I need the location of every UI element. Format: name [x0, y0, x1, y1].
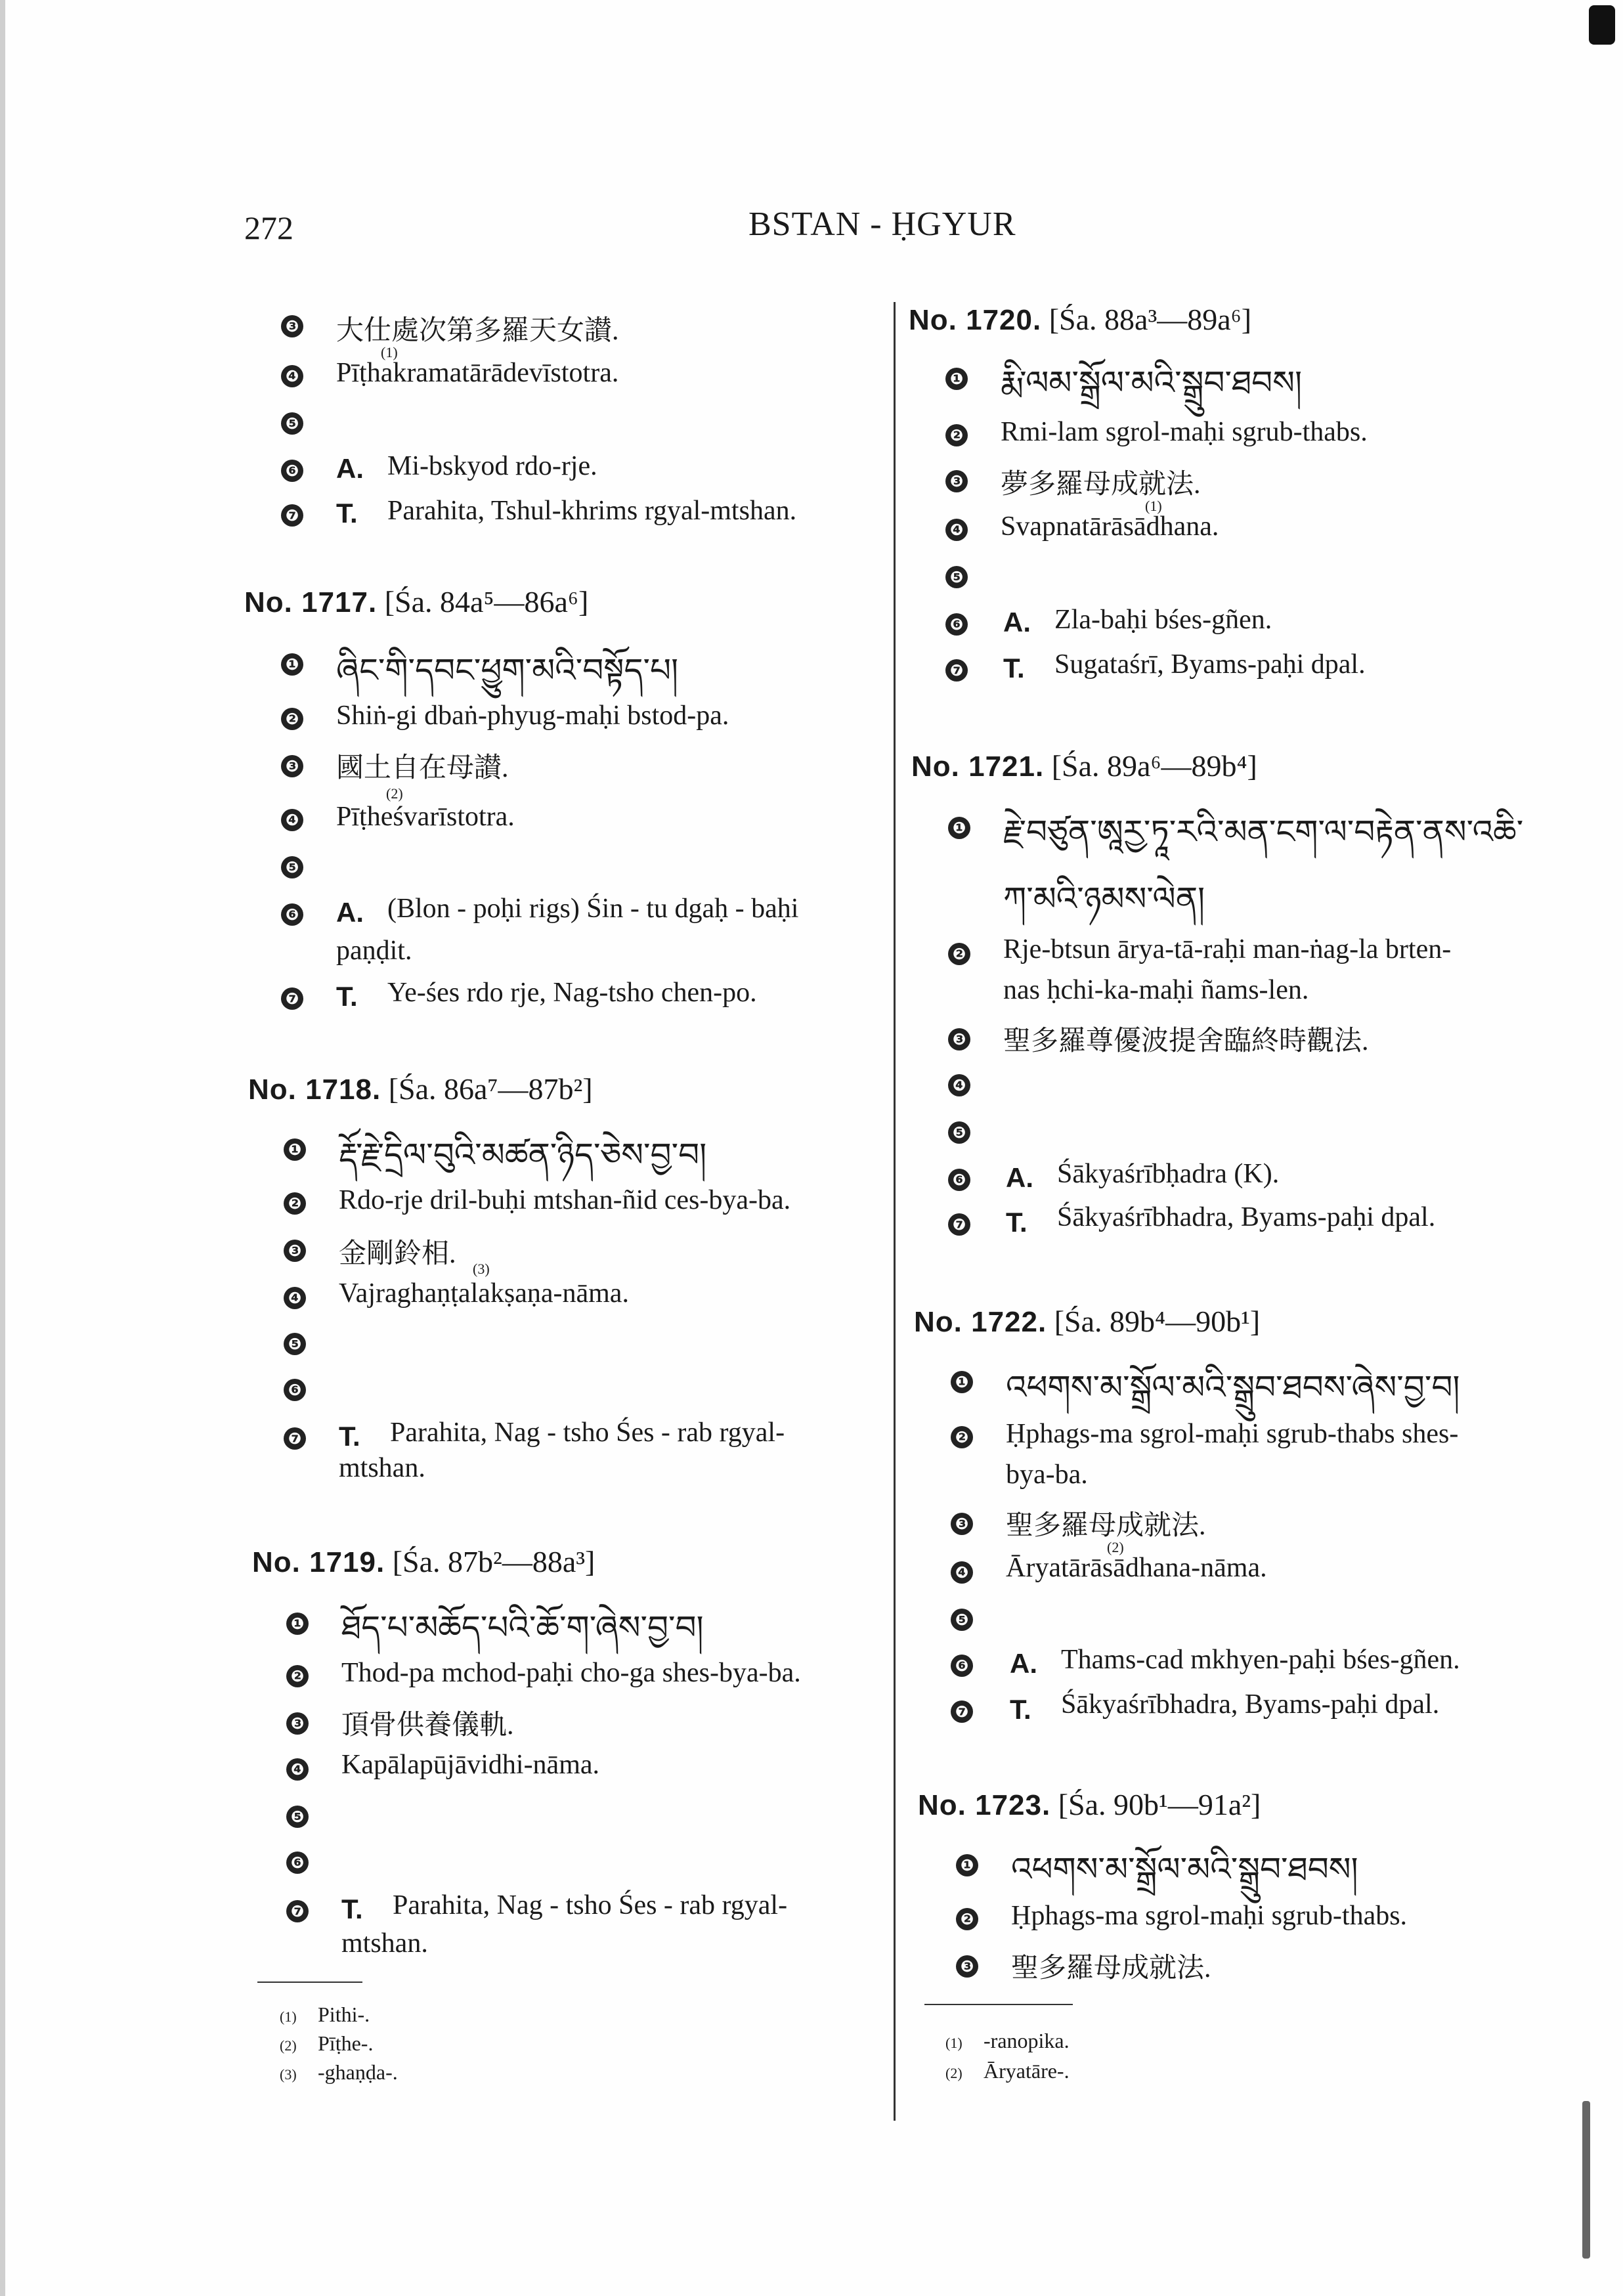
- tibetan-title: རྡོ་རྗེ་དྲིལ་བུའི་མཚན་ཉིད་ཅེས་བྱ་བ།: [339, 1136, 707, 1174]
- translator-text: Parahita, Nag - tsho Śes - rab rgyal-: [393, 1890, 788, 1920]
- marker-3: ❸: [281, 315, 303, 337]
- transliteration-cont: bya-ba.: [1006, 1460, 1088, 1490]
- note-marker: (2): [1107, 1539, 1124, 1555]
- folio-ref: [Śa. 88a³—89a⁶]: [1049, 303, 1252, 336]
- author-label: A.: [336, 897, 364, 928]
- footnote: [280, 2031, 373, 2056]
- tibetan-title: ཞིང་གི་དབང་ཕྱུག་མའི་བསྟོད་པ།: [336, 651, 679, 689]
- marker-3: ❸: [951, 1513, 973, 1535]
- marker-6: ❻: [286, 1852, 309, 1874]
- marker-2: ❷: [951, 1426, 973, 1448]
- note-marker: (1): [1145, 498, 1162, 514]
- marker-7: ❼: [945, 659, 968, 682]
- marker-5: ❺: [286, 1806, 309, 1828]
- marker-7: ❼: [286, 1900, 309, 1922]
- author-text: Śākyaśrībḥadra (K).: [1057, 1159, 1280, 1189]
- running-title: BSTAN - ḤGYUR: [748, 206, 1016, 243]
- tibetan-title: རྨི་ལམ་སྒྲོལ་མའི་སྒྲུབ་ཐབས།: [1001, 364, 1303, 402]
- author-label: A.: [336, 453, 364, 484]
- marker-1: ❶: [945, 368, 968, 390]
- sanskrit-title: Svapnatārāsādhana.: [1001, 511, 1219, 542]
- entry-heading-1720: [909, 302, 1251, 337]
- marker-1: ❶: [281, 653, 303, 676]
- marker-5: ❺: [945, 566, 968, 588]
- marker-1: ❶: [286, 1613, 309, 1635]
- marker-1: ❶: [956, 1854, 978, 1876]
- translator-text: Parahita, Nag - tsho Śes - rab rgyal-: [390, 1418, 785, 1448]
- footnote-text: -ghaṇḍa-.: [318, 2060, 398, 2084]
- marker-7: ❼: [948, 1213, 970, 1236]
- translator-label: T.: [1010, 1694, 1031, 1725]
- tibetan-title: འཕགས་མ་སྒྲོལ་མའི་སྒྲུབ་ཐབས་ཞེས་བྱ་བ།: [1006, 1368, 1460, 1406]
- entry-number: No. 1720.: [909, 304, 1042, 336]
- marker-7: ❼: [281, 504, 303, 527]
- footnote-mark: (3): [280, 2066, 297, 2083]
- entry-number: No. 1722.: [914, 1306, 1047, 1338]
- marker-5: ❺: [948, 1121, 970, 1144]
- marker-4: ❹: [948, 1074, 970, 1096]
- page-number: 272: [244, 209, 293, 246]
- entry-number: No. 1719.: [252, 1546, 385, 1578]
- scan-mark: [1582, 2101, 1590, 2259]
- sanskrit-title: Pīṭheśvarīstotra.: [336, 802, 515, 832]
- footnote-mark: (1): [945, 2035, 963, 2051]
- translator-label: T.: [339, 1421, 360, 1452]
- footnote-text: Pithi-.: [318, 2003, 370, 2026]
- footnote: [945, 2059, 1070, 2083]
- entry-number: No. 1717.: [244, 586, 378, 618]
- note-marker: (1): [381, 344, 398, 360]
- author-text: Thams-cad mkhyen-paḥi bśes-gñen.: [1061, 1645, 1460, 1675]
- footnote: [280, 2060, 398, 2085]
- footnote: [280, 2003, 370, 2027]
- marker-3: ❸: [281, 755, 303, 777]
- entry-heading-1722: [914, 1304, 1260, 1339]
- marker-4: ❹: [281, 365, 303, 387]
- marker-4: ❹: [945, 519, 968, 541]
- footnote-mark: (2): [280, 2037, 297, 2054]
- marker-4: ❹: [951, 1561, 973, 1584]
- marker-3: ❸: [284, 1240, 306, 1262]
- tibetan-title: རྗེ་བཙུན་ཨཱརྱ་ཏཱ་རའི་མན་ངག་ལ་བརྟེན་ནས་འཆི་: [1003, 813, 1524, 851]
- author-label: A.: [1010, 1648, 1037, 1679]
- chinese-title: 頂骨供養儀軌.: [341, 1710, 514, 1741]
- author-text: Mi-bskyod rdo-rje.: [387, 451, 597, 481]
- author-text-cont: paṇḍit.: [336, 936, 412, 966]
- folio-ref: [Śa. 86a⁷—87b²]: [388, 1072, 593, 1106]
- sanskrit-title: Vajraghaṇṭalakṣaṇa-nāma.: [339, 1278, 629, 1309]
- footnote-mark: (2): [945, 2065, 963, 2081]
- transliteration: Rmi-lam sgrol-maḥi sgrub-thabs.: [1001, 417, 1368, 447]
- column-divider: [894, 302, 896, 2121]
- scan-mark: [1589, 5, 1615, 45]
- transliteration: Shiṅ-gi dbaṅ-phyug-maḥi bstod-pa.: [336, 701, 729, 731]
- folio-ref: [Śa. 84a⁵—86a⁶]: [384, 585, 589, 618]
- marker-3: ❸: [956, 1955, 978, 1978]
- author-text: (Blon - poḥi rigs) Śin - tu dgaḥ - baḥi: [387, 894, 799, 924]
- author-label: A.: [1006, 1162, 1033, 1193]
- footnote-text: -ranopika.: [984, 2029, 1070, 2052]
- marker-5: ❺: [284, 1333, 306, 1355]
- transliteration: Ḥphags-ma sgrol-maḥi sgrub-thabs shes-: [1006, 1419, 1459, 1449]
- footnote-mark: (1): [280, 2008, 297, 2025]
- marker-2: ❷: [956, 1908, 978, 1930]
- sanskrit-title: Kapālapūjāvidhi-nāma.: [341, 1750, 600, 1780]
- footnote-rule: [257, 1982, 362, 1983]
- marker-2: ❷: [948, 943, 970, 965]
- marker-1: ❶: [284, 1138, 306, 1161]
- marker-2: ❷: [284, 1192, 306, 1215]
- transliteration: Thod-pa mchod-paḥi cho-ga shes-bya-ba.: [341, 1658, 801, 1688]
- marker-2: ❷: [286, 1665, 309, 1687]
- footnote-text: Pīṭhe-.: [318, 2031, 374, 2055]
- entry-heading-1718: [248, 1072, 593, 1106]
- note-marker: (3): [473, 1261, 490, 1277]
- chinese-title: 夢多羅母成就法.: [1001, 469, 1201, 500]
- tibetan-title-cont: ཀ་མའི་ཉམས་ལེན།: [1003, 880, 1205, 918]
- entry-heading-1723: [918, 1787, 1261, 1822]
- entry-number: No. 1718.: [248, 1073, 381, 1106]
- note-marker: (2): [386, 785, 403, 802]
- translator-text: Śākyaśrībhadra, Byams-paḥi dpal.: [1061, 1689, 1440, 1720]
- marker-5: ❺: [951, 1609, 973, 1631]
- transliteration: Rje-btsun ārya-tā-raḥi man-ṅag-la brten-: [1003, 934, 1452, 964]
- marker-6: ❻: [945, 613, 968, 636]
- marker-6: ❻: [948, 1169, 970, 1191]
- translator-text-cont: mtshan.: [339, 1453, 425, 1483]
- footnote-text: Āryatāre-.: [984, 2059, 1070, 2083]
- transliteration: Rdo-rje dril-buḥi mtshan-ñid ces-bya-ba.: [339, 1185, 791, 1215]
- marker-3: ❸: [945, 470, 968, 492]
- translator-text: Sugataśrī, Byams-paḥi dpal.: [1054, 649, 1366, 680]
- folio-ref: [Śa. 89b⁴—90b¹]: [1054, 1305, 1261, 1338]
- author-label: A.: [1003, 607, 1031, 638]
- author-text: Zla-baḥi bśes-gñen.: [1054, 605, 1272, 635]
- tibetan-title: ཐོད་པ་མཆོད་པའི་ཆོ་ག་ཞེས་བྱ་བ།: [341, 1609, 704, 1647]
- translator-label: T.: [336, 981, 358, 1012]
- translator-text-cont: mtshan.: [341, 1928, 428, 1959]
- folio-ref: [Śa. 90b¹—91a²]: [1058, 1788, 1261, 1821]
- marker-6: ❻: [281, 460, 303, 482]
- scan-edge: [0, 0, 5, 2296]
- marker-4: ❹: [286, 1758, 309, 1781]
- sanskrit-title: Pīṭhakramatārādevīstotra.: [336, 358, 619, 388]
- footnote-rule: [924, 2004, 1073, 2005]
- marker-1: ❶: [948, 817, 970, 839]
- marker-2: ❷: [281, 708, 303, 730]
- entry-number: No. 1723.: [918, 1789, 1051, 1821]
- marker-3: ❸: [286, 1712, 309, 1735]
- chinese-title: 大仕處次第多羅天女讃.: [336, 316, 619, 346]
- marker-2: ❷: [945, 424, 968, 446]
- footnote: [945, 2029, 1070, 2053]
- transliteration-cont: nas ḥchi-ka-maḥi ñams-len.: [1003, 975, 1309, 1005]
- marker-6: ❻: [951, 1655, 973, 1677]
- marker-7: ❼: [951, 1700, 973, 1723]
- chinese-title: 聖多羅母成就法.: [1006, 1511, 1206, 1541]
- marker-5: ❺: [281, 412, 303, 435]
- translator-text: Parahita, Tshul-khrims rgyal-mtshan.: [387, 496, 797, 526]
- translator-label: T.: [341, 1894, 363, 1924]
- tibetan-title: འཕགས་མ་སྒྲོལ་མའི་སྒྲུབ་ཐབས།: [1011, 1850, 1358, 1888]
- marker-6: ❻: [281, 903, 303, 926]
- translator-text: Ye-śes rdo rje, Nag-tsho chen-po.: [387, 978, 757, 1008]
- folio-ref: [Śa. 87b²—88a³]: [392, 1545, 595, 1578]
- marker-3: ❸: [948, 1028, 970, 1051]
- marker-5: ❺: [281, 856, 303, 878]
- translator-label: T.: [1006, 1207, 1028, 1238]
- sanskrit-title: Āryatārāsādhana-nāma.: [1006, 1553, 1267, 1583]
- marker-4: ❹: [281, 809, 303, 831]
- marker-6: ❻: [284, 1379, 306, 1401]
- marker-7: ❼: [281, 987, 303, 1010]
- chinese-title: 國土自在母讃.: [336, 753, 509, 783]
- entry-heading-1721: [911, 748, 1257, 783]
- translator-label: T.: [336, 498, 358, 529]
- chinese-title: 聖多羅尊優波提舍臨終時觀法.: [1003, 1026, 1369, 1056]
- entry-heading-1719: [252, 1544, 595, 1579]
- marker-7: ❼: [284, 1427, 306, 1450]
- chinese-title: 聖多羅母成就法.: [1011, 1953, 1211, 1983]
- marker-1: ❶: [951, 1371, 973, 1393]
- chinese-title: 金剛鈴相.: [339, 1239, 456, 1269]
- translator-text: Śākyaśrībhadra, Byams-paḥi dpal.: [1057, 1202, 1436, 1232]
- entry-number: No. 1721.: [911, 750, 1045, 783]
- transliteration: Ḥphags-ma sgrol-maḥi sgrub-thabs.: [1011, 1901, 1408, 1931]
- marker-4: ❹: [284, 1287, 306, 1309]
- entry-heading-1717: [244, 584, 588, 619]
- folio-ref: [Śa. 89a⁶—89b⁴]: [1051, 749, 1257, 783]
- translator-label: T.: [1003, 653, 1025, 683]
